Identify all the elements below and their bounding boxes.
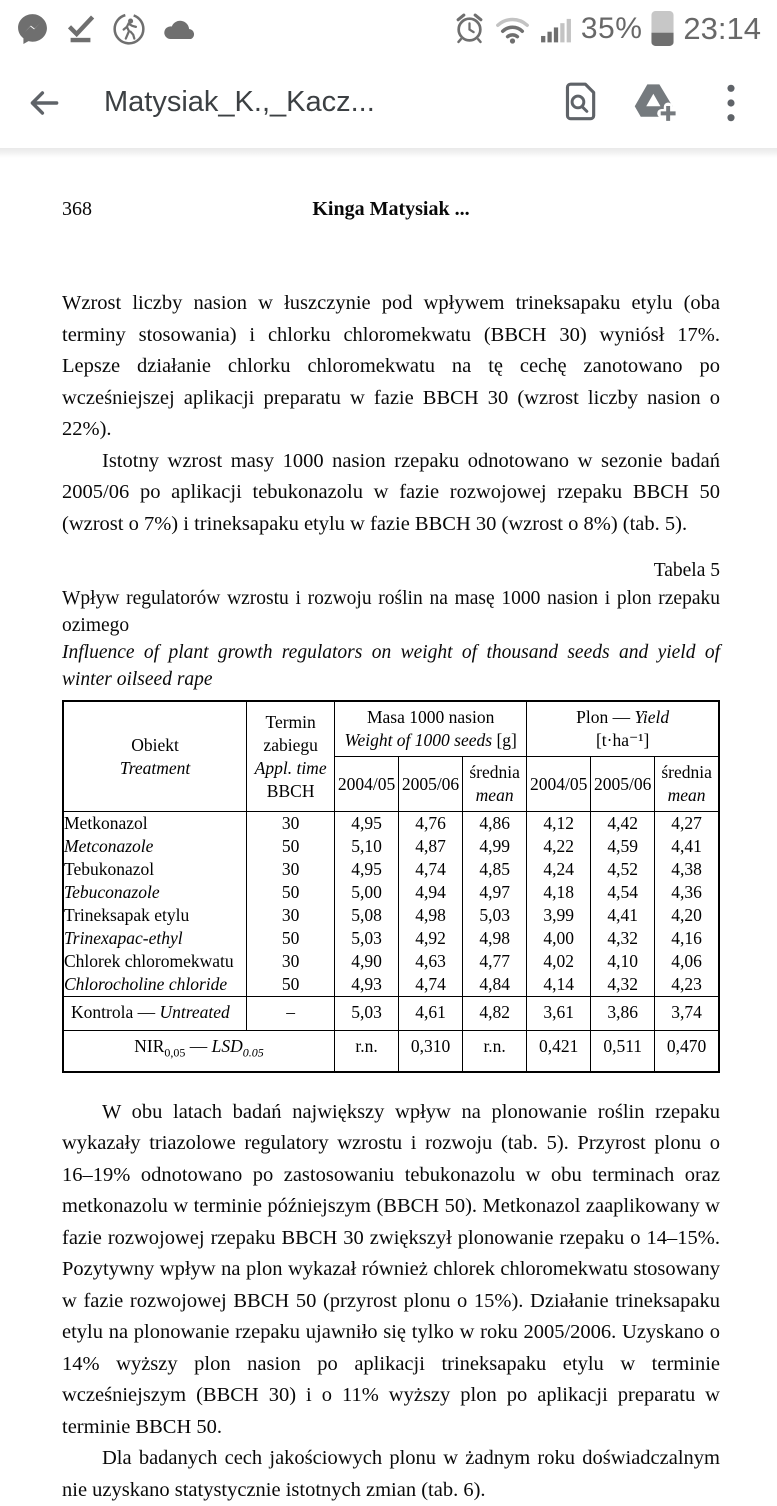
table-cell: 30 50	[247, 858, 335, 904]
table-cell: 4,10 4,32	[591, 950, 655, 997]
table-cell: 4,76 4,87	[399, 812, 463, 859]
results-table	[62, 700, 720, 1073]
more-vert-icon	[724, 82, 738, 124]
table-cell: –	[247, 997, 335, 1031]
notification-icons	[16, 12, 199, 46]
table-cell: 4,12 4,22	[527, 812, 591, 859]
app-bar-shadow	[0, 148, 777, 158]
table-row	[63, 1031, 719, 1072]
table-cell: 3,61	[527, 997, 591, 1031]
table-cell: 4,95 5,00	[335, 858, 399, 904]
table-cell: 4,77 4,84	[462, 950, 526, 997]
back-button[interactable]	[18, 77, 70, 129]
table-cell: 4,86 4,99	[462, 812, 526, 859]
table-cell: 30 50	[247, 904, 335, 950]
table-cell: 4,85 4,97	[462, 858, 526, 904]
running-head-title: Kinga Matysiak ...	[312, 198, 470, 220]
find-in-page-icon	[558, 81, 600, 125]
signal-icon	[540, 13, 572, 44]
table-cell: 3,86	[591, 997, 655, 1031]
messenger-icon	[16, 12, 49, 45]
table-cell: 0,470	[655, 1031, 719, 1072]
table-cell: 4,42 4,59	[591, 812, 655, 859]
table-cell: 30 50	[247, 950, 335, 997]
col-header-mean: średnia mean	[655, 757, 719, 812]
table-cell: 3,74	[655, 997, 719, 1031]
table-cell: 0,421	[527, 1031, 591, 1072]
table-row	[63, 950, 719, 997]
paragraph-1: Wzrost liczby nasion w łuszczynie pod wpływem trineksapaku etylu (oba terminy stosowania) i chlorku chloromekwatu (BBCH 30) wyniósł 17%. Lepsze działanie chlorku chloromekwatu na tę cechę zanotowano po wcześniejszej aplikacji preparatu w fazie BBCH 30 (wzrost liczby nasion o 22%).	[62, 292, 720, 440]
table-cell: 4,95 5,10	[335, 812, 399, 859]
table-caption-pl: Wpływ regulatorów wzrostu i rozwoju roślin na masę 1000 nasion i plon rzepaku ozimego	[62, 588, 720, 636]
table-cell: 4,02 4,14	[527, 950, 591, 997]
alarm-icon	[454, 12, 485, 45]
table-cell: Metkonazol Metconazole	[63, 812, 247, 859]
clock-label: 23:14	[683, 10, 761, 46]
page-number: 368	[62, 198, 92, 220]
battery-icon	[651, 11, 674, 46]
table-cell: 4,27 4,41	[655, 812, 719, 859]
col-header-year: 2004/05	[527, 757, 591, 812]
overflow-menu-button[interactable]	[705, 77, 757, 129]
paragraph-4: Dla badanych cech jakościowych plonu w żadnym roku doświadczalnym nie uzyskano statystycznie istotnych zmian (tab. 6).	[62, 1447, 720, 1501]
table-cell: 0,310	[399, 1031, 463, 1072]
back-arrow-icon	[25, 84, 63, 122]
table-cell: 4,63 4,74	[399, 950, 463, 997]
table-caption-en: Influence of plant growth regulators on weight of thousand seeds and yield of winter oilseed rape	[62, 642, 720, 690]
table-row	[63, 997, 719, 1031]
find-in-document-button[interactable]	[553, 77, 605, 129]
table-cell: 0,511	[591, 1031, 655, 1072]
table-cell: 4,41 4,32	[591, 904, 655, 950]
paragraph-2: Istotny wzrost masy 1000 nasion rzepaku odnotowano w sezonie badań 2005/06 po aplikacji tebukonazolu w fazie rozwojowej rzepaku BBCH 50 (wzrost o 7%) i trineksapaku etylu w fazie BBCH 30 (wzrost o 8%) (tab. 5).	[62, 449, 720, 535]
table-cell: 5,03 4,98	[462, 904, 526, 950]
table-label: Tabela 5	[653, 560, 720, 581]
table-cell: r.n.	[462, 1031, 526, 1072]
table-cell: 5,08 5,03	[335, 904, 399, 950]
table-cell: $NIR_{0,05}$ — $LSD_{0.05}$	[63, 1031, 335, 1072]
cloud-icon	[161, 13, 199, 45]
app-bar	[0, 57, 777, 148]
running-head	[62, 198, 720, 228]
table-body	[63, 812, 719, 1072]
table-row	[63, 812, 719, 859]
wifi-icon	[494, 13, 531, 44]
table-cell: Trineksapak etylu Trinexapac-ethyl	[63, 904, 247, 950]
table-cell: 4,74 4,94	[399, 858, 463, 904]
paragraph-3: W obu latach badań największy wpływ na plonowanie roślin rzepaku wykazały triazolowe regulatory wzrostu i rozwoju (tab. 5). Przyrost plonu o 16–19% odnotowano po zastosowaniu tebukonazolu w obu terminach oraz metkonazolu w terminie późniejszym (BBCH 50). Metkonazol zaaplikowany w fazie rozwojowej rzepaku BBCH 30 zwiększył plonowanie rzepaku o 14–15%. Pozytywny wpływ na plon wykazał również chlorek chloromekwatu stosowany w fazie rozwojowej BBCH 50 (przyrost plonu o 15%). Działanie trineksapaku etylu na plonowanie rzepaku ujawniło się tylko w roku 2005/2006. Uzyskano o 14% wyższy plon nasion po aplikacji trineksapaku etylu w terminie wcześniejszym (BBCH 30) i o 11% wyższy plon po aplikacji preparatu w terminie BBCH 50.	[62, 1100, 720, 1438]
table-cell: 4,90 4,93	[335, 950, 399, 997]
table-cell: 5,03	[335, 997, 399, 1031]
col-header-year: 2004/05	[335, 757, 399, 812]
group-header-weight: Masa 1000 nasion Weight of 1000 seeds [g]	[335, 701, 527, 757]
group-header-yield: Plon — Yield [t·ha⁻¹]	[527, 701, 719, 757]
table-cell: 4,06 4,23	[655, 950, 719, 997]
col-header-year: 2005/06	[591, 757, 655, 812]
table-cell: 4,38 4,36	[655, 858, 719, 904]
table-cell: Kontrola — Untreated	[63, 997, 247, 1031]
pdf-page[interactable]	[0, 158, 777, 1506]
col-header-appl-time: Termin zabiegu Appl. time BBCH	[247, 701, 335, 812]
table-row	[63, 858, 719, 904]
table-cell: 4,98 4,92	[399, 904, 463, 950]
table-cell: Chlorek chloromekwatu Chlorocholine chloride	[63, 950, 247, 997]
table-row	[63, 904, 719, 950]
activity-icon	[112, 12, 146, 46]
table-cell: 30 50	[247, 812, 335, 859]
sync-done-icon	[64, 12, 97, 45]
table-cell: 4,24 4,18	[527, 858, 591, 904]
table-cell: 4,82	[462, 997, 526, 1031]
col-header-treatment: Obiekt Treatment	[63, 701, 247, 812]
table-cell: 4,61	[399, 997, 463, 1031]
table-cell: 4,20 4,16	[655, 904, 719, 950]
table-cell: Tebukonazol Tebuconazole	[63, 858, 247, 904]
status-bar	[0, 0, 777, 57]
table-cell: r.n.	[335, 1031, 399, 1072]
col-header-year: 2005/06	[399, 757, 463, 812]
document-title: Matysiak_K.,_Kacz...	[104, 86, 375, 118]
add-to-drive-button[interactable]	[629, 77, 681, 129]
battery-percent-label: 35%	[580, 11, 643, 45]
table-cell: 3,99 4,00	[527, 904, 591, 950]
drive-add-icon	[632, 81, 678, 125]
table-cell: 4,52 4,54	[591, 858, 655, 904]
col-header-mean: średnia mean	[462, 757, 526, 812]
